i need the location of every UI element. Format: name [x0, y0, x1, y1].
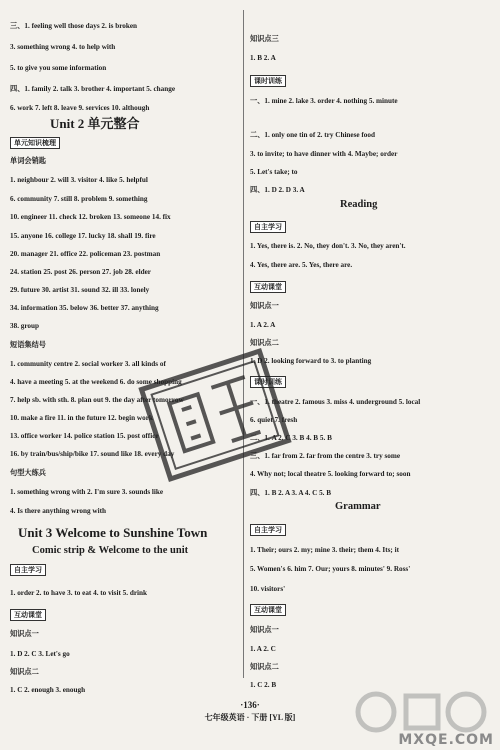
answer-line: 二、1. only one tin of 2. try Chinese food: [250, 131, 375, 139]
answer-line: 四、1. family 2. talk 3. brother 4. important 5. change: [10, 85, 176, 93]
answer-line: 20. manager 21. office 22. policeman 23. postman: [10, 250, 161, 258]
answer-line: 16. by train/bus/ship/bike 17. sound like 18. every day: [10, 450, 175, 458]
answer-line: 1. neighbour 2. will 3. visitor 4. like 5. helpful: [10, 176, 148, 184]
answer-line: 知识点一: [10, 630, 39, 638]
answer-line: 6. community 7. still 8. problem 9. something: [10, 195, 148, 203]
section-tag-knowledge: 单元知识梳理: [10, 137, 60, 149]
answer-line: 知识点二: [250, 663, 279, 671]
answer-line: 知识点二: [250, 339, 279, 347]
answer-line: 7. help sb. with sth. 8. plan out 9. the day after tomorrow: [10, 396, 184, 404]
answer-line: 单词会销匙: [10, 157, 46, 165]
answer-line: 24. station 25. post 26. person 27. job 28. elder: [10, 268, 151, 276]
page-number: ·136·: [240, 700, 260, 710]
answer-line: 4. Yes, there are. 5. Yes, there are.: [250, 261, 353, 269]
section-tag: 互动课堂: [10, 609, 46, 621]
section-tag: 自主学习: [250, 524, 286, 536]
answer-line: 4. Why not; local theatre 5. looking forward to; soon: [250, 470, 411, 478]
answer-line: 1. D 2. looking forward to 3. to planting: [250, 357, 372, 365]
answer-line: 29. future 30. artist 31. sound 32. ill 33. lonely: [10, 286, 150, 294]
section-tag: 自主学习: [10, 564, 46, 576]
answer-line: 4. Is there anything wrong with: [10, 507, 106, 515]
answer-line: 知识点二: [10, 668, 39, 676]
answer-line: 1. order 2. to have 3. to eat 4. to visit 5. drink: [10, 589, 148, 597]
answer-line: 1. A 2. A: [250, 321, 276, 329]
answer-line: 13. office worker 14. police station 15. post office: [10, 432, 159, 440]
answer-line: 二、1. A 2. C 3. B 4. B 5. B: [250, 434, 332, 442]
section-tag: 课时训练: [250, 75, 286, 87]
answer-line: 1. B 2. A: [250, 54, 276, 62]
answer-line: 四、1. B 2. A 3. A 4. C 5. B: [250, 489, 332, 497]
answer-line: 三、1. far from 2. far from the centre 3. try some: [250, 452, 401, 460]
answer-line: 3. to invite; to have dinner with 4. Maybe; order: [250, 150, 398, 158]
answer-line: 一、1. theatre 2. famous 3. miss 4. underground 5. local: [250, 398, 421, 406]
section-tag: 互动课堂: [250, 281, 286, 293]
section-tag: 自主学习: [250, 221, 286, 233]
column-divider: [243, 10, 244, 678]
answer-line: 1. C 2. B: [250, 681, 277, 689]
answer-line: 34. information 35. below 36. better 37. anything: [10, 304, 159, 312]
answer-line: 3. something wrong 4. to help with: [10, 43, 116, 51]
unit3-title: Unit 3 Welcome to Sunshine Town: [18, 525, 208, 540]
answer-line: 知识点三: [250, 35, 279, 43]
answer-line: 1. Yes, there is. 2. No, they don't. 3. No, they aren't.: [250, 242, 406, 250]
answer-line: 5. Let's take; to: [250, 168, 298, 176]
answer-line: 1. something wrong with 2. I'm sure 3. sounds like: [10, 488, 164, 496]
answer-line: 10. engineer 11. check 12. broken 13. someone 14. fix: [10, 213, 171, 221]
grammar-title: Grammar: [335, 501, 381, 512]
answer-line: 6. quiet 7. fresh: [250, 416, 298, 424]
book-info: 七年级英语 · 下册 [YL 版]: [204, 713, 296, 722]
answer-line: 1. Their; ours 2. my; mine 3. their; them 4. Its; it: [250, 546, 399, 554]
answer-line: 知识点一: [250, 302, 279, 310]
answer-line: 三、1. feeling well those days 2. is broken: [10, 22, 138, 30]
answer-line: 10. make a fire 11. in the future 12. begin work: [10, 414, 153, 422]
answer-line: 短语集结号: [10, 341, 46, 349]
answer-line: 38. group: [10, 322, 40, 330]
answer-line: 10. visitors': [250, 585, 286, 593]
answer-line: 知识点一: [250, 626, 279, 634]
section-tag: 互动课堂: [250, 604, 286, 616]
answer-line: 15. anyone 16. college 17. lucky 18. shall 19. fire: [10, 232, 156, 240]
answer-line: 1. community centre 2. social worker 3. all kinds of: [10, 360, 166, 368]
reading-title: Reading: [340, 199, 378, 210]
answer-line: 1. C 2. enough 3. enough: [10, 686, 86, 694]
watermark-site-text: MXQE.COM: [398, 732, 494, 748]
answer-line: 1. A 2. C: [250, 645, 276, 653]
answer-line: 1. D 2. C 3. Let's go: [10, 650, 70, 658]
answer-line: 四、1. D 2. D 3. A: [250, 186, 305, 194]
answer-line: 6. work 7. left 8. leave 9. services 10. although: [10, 104, 150, 112]
answer-line: 句型大练兵: [10, 469, 46, 477]
unit2-title: Unit 2 单元整合: [50, 116, 140, 131]
section-tag: 课时训练: [250, 376, 286, 388]
answer-line: 一、1. mine 2. lake 3. order 4. nothing 5. minute: [250, 97, 398, 105]
answer-line: 4. have a meeting 5. at the weekend 6. do some shopping: [10, 378, 182, 386]
answer-line: 5. Women's 6. him 7. Our; yours 8. minutes' 9. Ross': [250, 565, 411, 573]
unit3-subtitle: Comic strip & Welcome to the unit: [32, 545, 189, 556]
answer-line: 5. to give you some information: [10, 64, 107, 72]
